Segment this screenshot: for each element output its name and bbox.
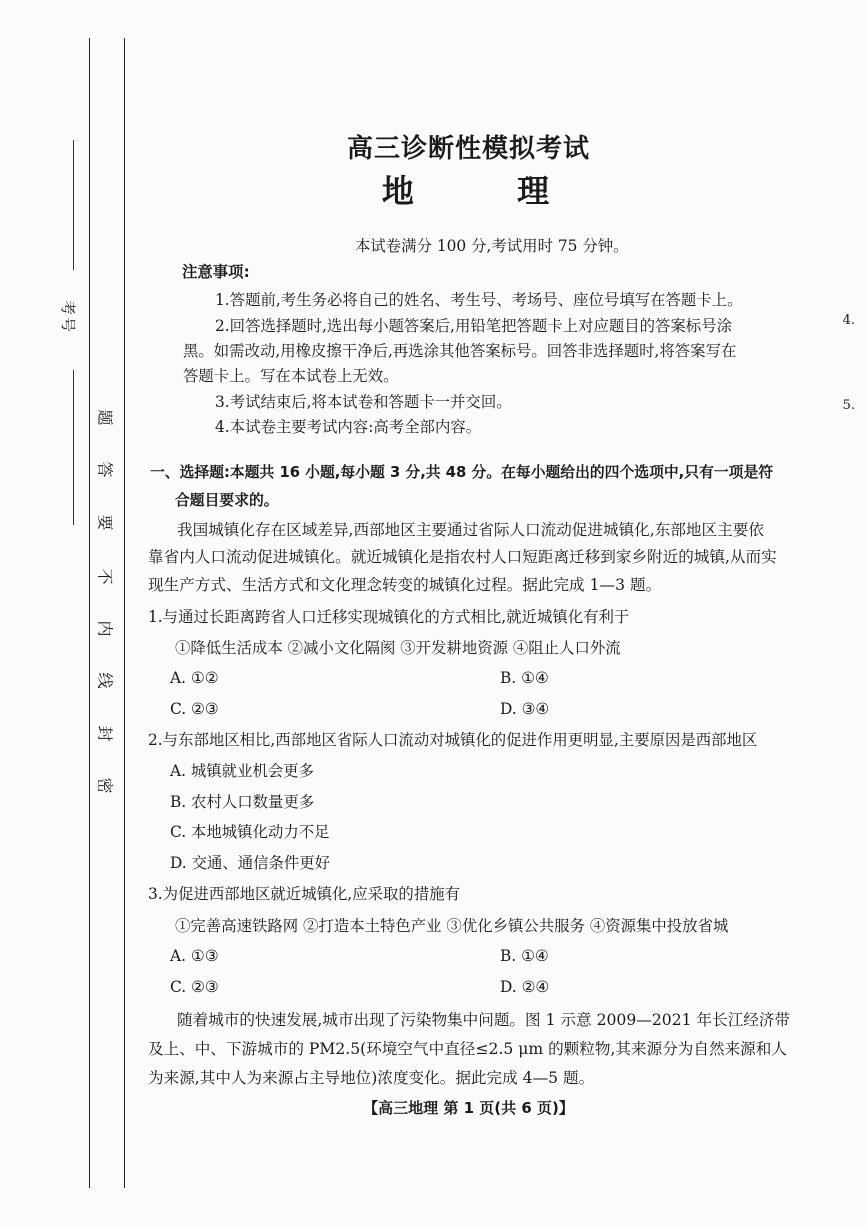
subject-title: 地 理 <box>381 172 596 210</box>
notice-line: 黑。如需改动,用橡皮擦干净后,再选涂其他答案标号。回答非选择题时,将答案写在 <box>183 342 737 360</box>
option-c: C. ②③ <box>170 700 219 718</box>
question-stem: 2.与东部地区相比,西部地区省际人口流动对城镇化的促进作用更明显,主要原因是西部地区 <box>148 731 758 749</box>
exam-title: 高三诊断性模拟考试 <box>346 134 590 164</box>
question-items: ①完善高速铁路网 ②打造本土特色产业 ③优化乡镇公共服务 ④资源集中投放省城 <box>175 917 729 935</box>
edge-mark: 4. <box>842 313 855 328</box>
seal-char: 题 <box>95 409 115 426</box>
option-c: C. ②③ <box>170 978 219 996</box>
notice-line: 3.考试结束后,将本试卷和答题卡一并交回。 <box>215 393 512 411</box>
option-a: A. ①③ <box>170 947 219 965</box>
seal-char: 线 <box>95 672 115 689</box>
exam-no-label: 考号 <box>59 300 77 335</box>
section-heading-cont: 合题目要求的。 <box>175 492 279 509</box>
seal-char: 内 <box>95 620 115 637</box>
notice-line: 2.回答选择题时,选出每小题答案后,用铅笔把答题卡上对应题目的答案标号涂 <box>215 317 732 335</box>
edge-mark: 5. <box>842 398 855 413</box>
question-stem: 3.为促进西部地区就近城镇化,应采取的措施有 <box>148 885 460 903</box>
option-b: B. 农村人口数量更多 <box>170 793 315 811</box>
option-d: D. ②④ <box>500 978 550 996</box>
notice-line: 答题卡上。写在本试卷上无效。 <box>183 367 399 385</box>
passage-line: 我国城镇化存在区域差异,西部地区主要通过省际人口流动促进城镇化,东部地区主要依 <box>177 521 764 539</box>
seal-char: 密 <box>95 777 115 794</box>
question-stem: 1.与通过长距离跨省人口迁移实现城镇化的方式相比,就近城镇化有利于 <box>148 608 630 626</box>
notice-heading: 注意事项: <box>182 263 250 281</box>
option-c: C. 本地城镇化动力不足 <box>170 823 330 841</box>
seal-char: 不 <box>95 568 115 585</box>
score-info: 本试卷满分 100 分,考试用时 75 分钟。 <box>355 237 629 255</box>
option-b: B. ①④ <box>500 669 549 687</box>
option-b: B. ①④ <box>500 947 549 965</box>
passage-line: 现生产方式、生活方式和文化理念转变的城镇化过程。据此完成 1—3 题。 <box>148 576 662 594</box>
passage-line: 随着城市的快速发展,城市出现了污染物集中问题。图 1 示意 2009—2021 年长江经济带 <box>177 1011 791 1029</box>
question-items: ①降低生活成本 ②减小文化隔阂 ③开发耕地资源 ④阻止人口外流 <box>175 639 621 657</box>
notice-line: 1.答题前,考生务必将自己的姓名、考生号、考场号、座位号填写在答题卡上。 <box>215 291 743 309</box>
seal-char: 要 <box>95 514 115 531</box>
passage-line: 及上、中、下游城市的 PM2.5(环境空气中直径≤2.5 μm 的颗粒物,其来源分为自然来源和人 <box>148 1040 787 1058</box>
name-blank-line <box>73 370 74 525</box>
seal-char: 答 <box>95 461 115 478</box>
option-d: D. 交通、通信条件更好 <box>170 854 331 872</box>
seal-char: 封 <box>95 725 115 742</box>
passage-line: 为来源,其中人为来源占主导地位)浓度变化。据此完成 4—5 题。 <box>148 1069 595 1087</box>
passage-line: 靠省内人口流动促进城镇化。就近城镇化是指农村人口短距离迁移到家乡附近的城镇,从而实 <box>148 548 777 566</box>
option-a: A. ①② <box>170 669 219 687</box>
option-a: A. 城镇就业机会更多 <box>170 762 315 780</box>
section-heading: 一、选择题:本题共 16 小题,每小题 3 分,共 48 分。在每小题给出的四个选项中,只有一项是符 <box>150 464 774 481</box>
page-footer: 【高三地理 第 1 页(共 6 页)】 <box>363 1099 574 1117</box>
notice-line: 4.本试卷主要考试内容:高考全部内容。 <box>215 418 482 436</box>
option-d: D. ③④ <box>500 700 550 718</box>
